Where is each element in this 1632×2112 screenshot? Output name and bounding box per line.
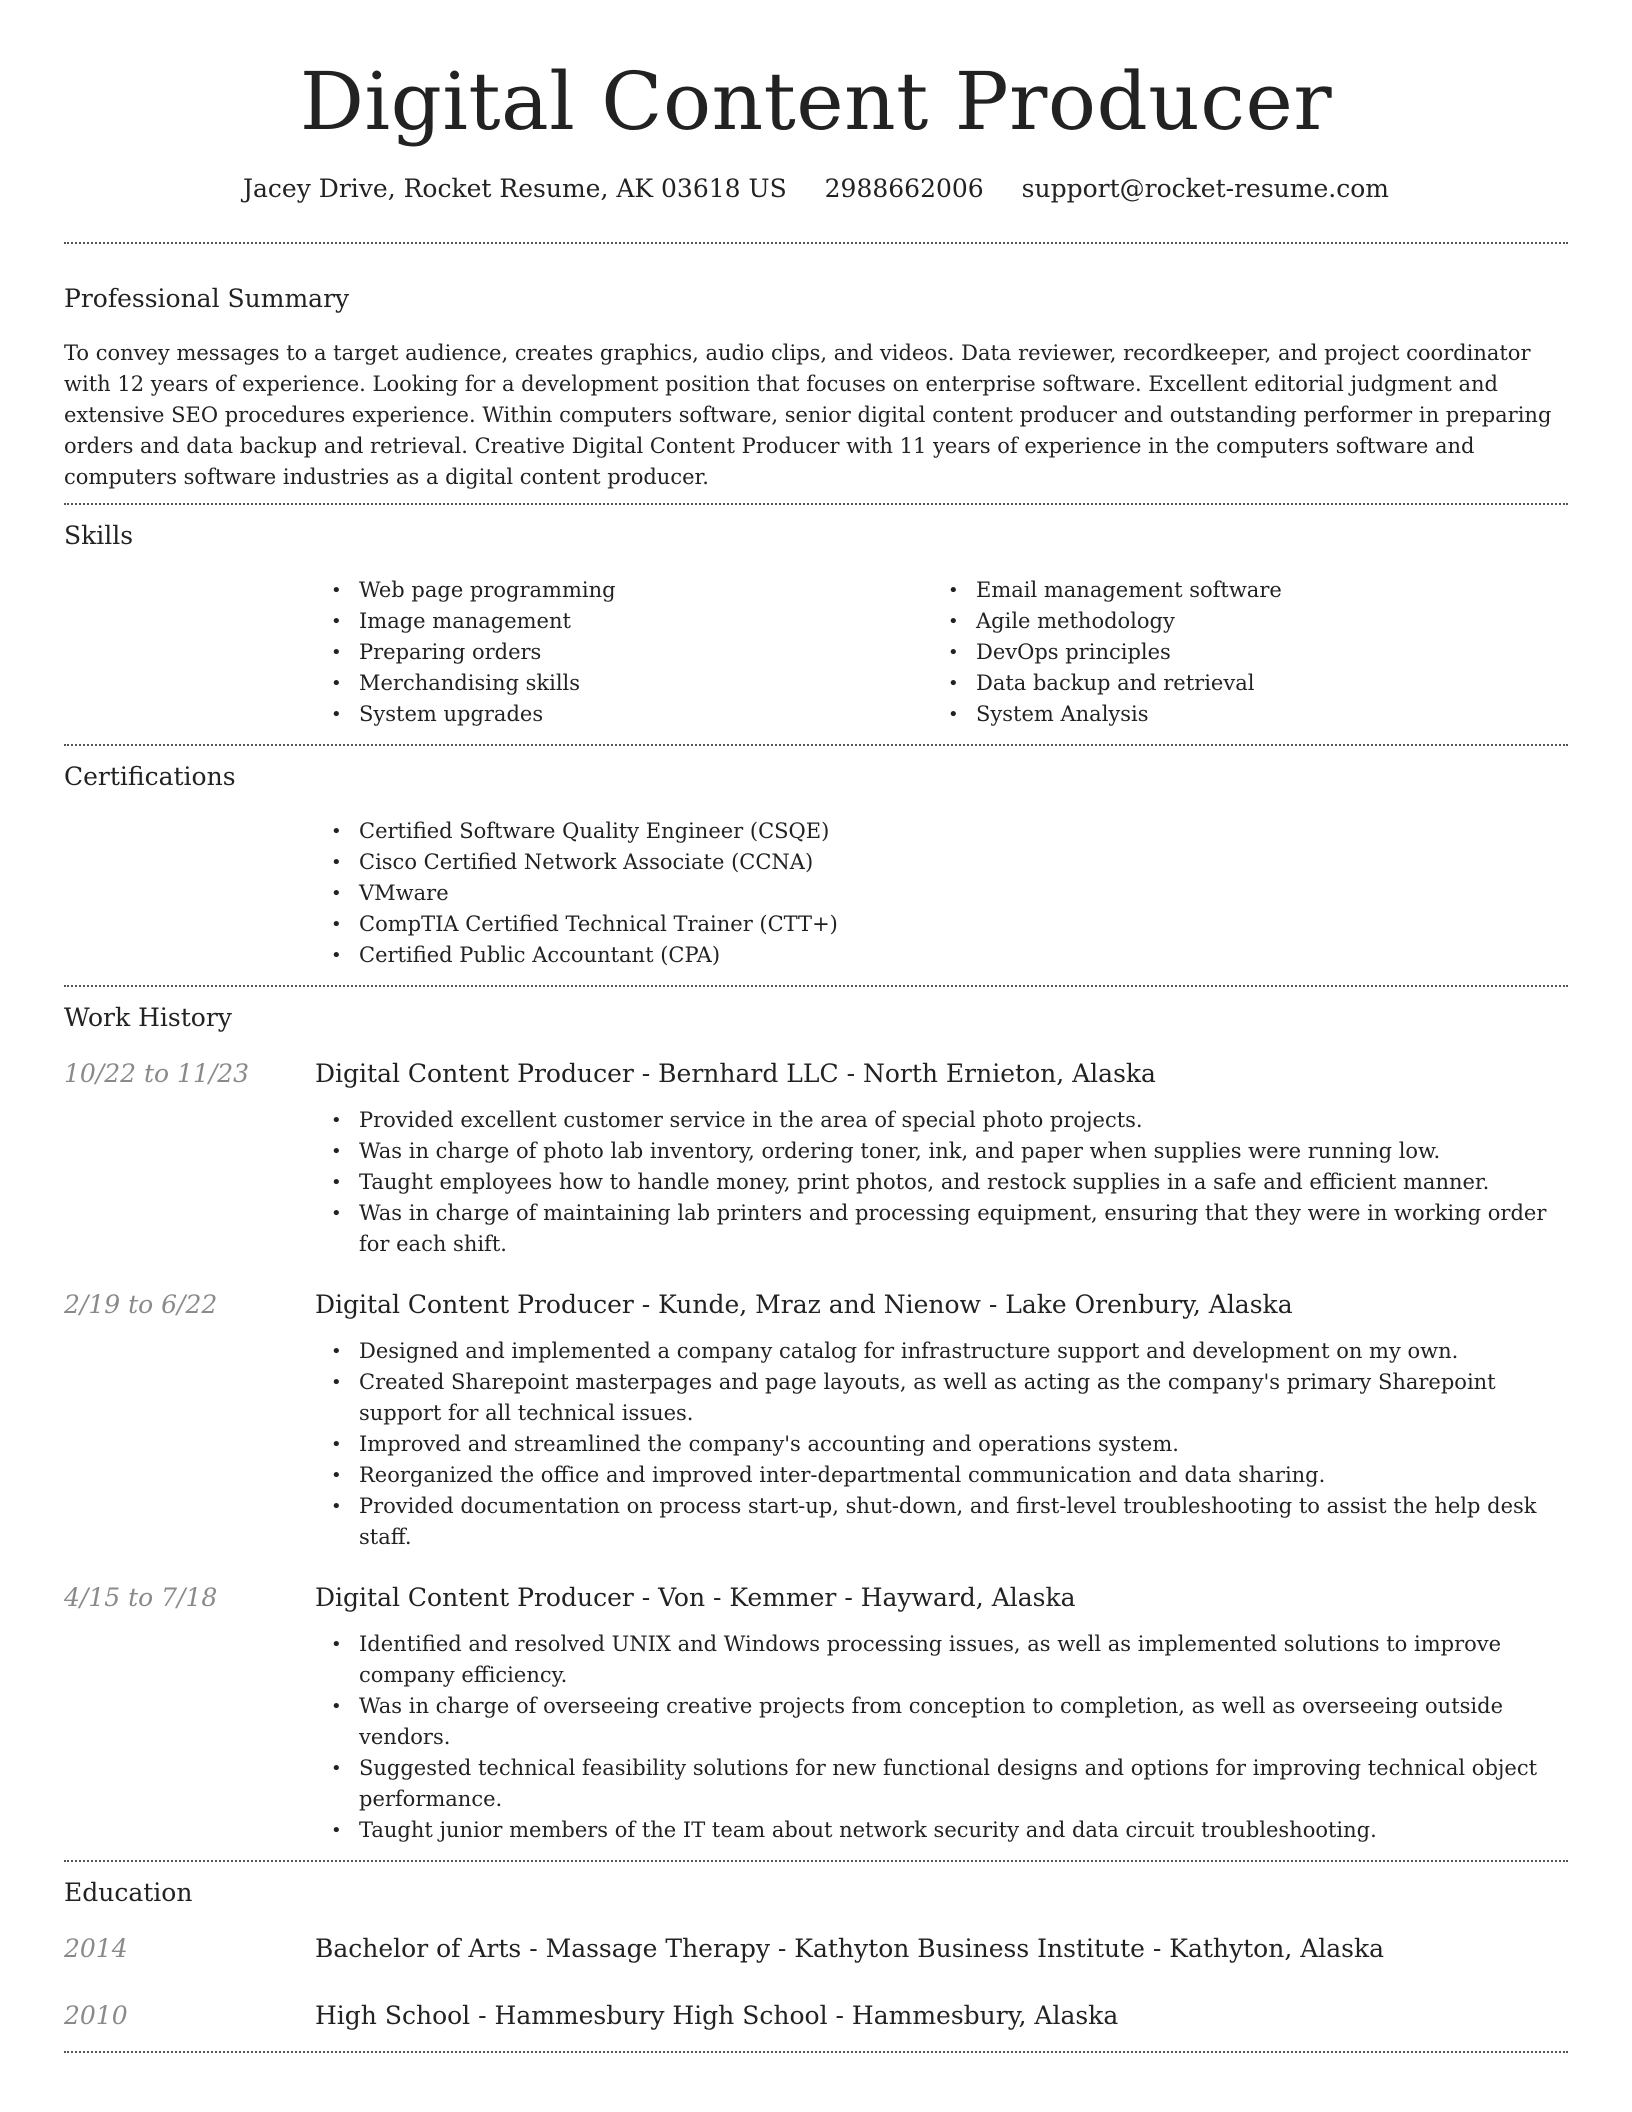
skills-list-left <box>315 575 932 730</box>
section-title-skills: Skills <box>64 521 134 550</box>
contact-phone: 2988662006 <box>824 174 984 203</box>
job-title: Digital Content Producer - Kunde, Mraz and Nienow - Lake Orenbury, Alaska <box>315 1290 1293 1319</box>
education-entry <box>64 1999 1568 2033</box>
certifications-list <box>315 816 1568 971</box>
job-dates: 4/15 to 7/18 <box>64 1583 218 1612</box>
education-entry <box>64 1932 1568 1966</box>
divider <box>64 2051 1568 2053</box>
skill-item: • Merchandising skills <box>315 668 932 699</box>
job-bullet: • Was in charge of photo lab inventory, ordering toner, ink, and paper when supplies were running low. <box>315 1136 1568 1167</box>
job-title: Digital Content Producer - Bernhard LLC - North Ernieton, Alaska <box>315 1059 1156 1088</box>
skills-section <box>64 505 1568 730</box>
job-entry <box>64 1057 1568 1260</box>
job-entry <box>64 1581 1568 1846</box>
job-bullet: • Suggested technical feasibility solutions for new functional designs and options for improving technical object performance. <box>315 1753 1568 1815</box>
certifications-section <box>64 746 1568 971</box>
certification-item: • Certified Public Accountant (CPA) <box>315 940 1568 971</box>
contact-address: Jacey Drive, Rocket Resume, AK 03618 US <box>243 174 787 203</box>
education-section <box>64 1862 1568 2033</box>
job-bullet: • Provided documentation on process start-up, shut-down, and first-level troubleshooting to assist the help desk staff. <box>315 1491 1568 1553</box>
job-bullet: • Taught junior members of the IT team about network security and data circuit troubleshooting. <box>315 1815 1568 1846</box>
job-bullet: • Provided excellent customer service in the area of special photo projects. <box>315 1105 1568 1136</box>
job-title: Digital Content Producer - Von - Kemmer - Hayward, Alaska <box>315 1583 1076 1612</box>
work-history-section <box>64 987 1568 1846</box>
skill-item: • Data backup and retrieval <box>932 668 1549 699</box>
job-bullet: • Reorganized the office and improved inter-departmental communication and data sharing. <box>315 1460 1568 1491</box>
skills-list-right <box>932 575 1549 730</box>
job-dates: 2/19 to 6/22 <box>64 1290 218 1319</box>
job-bullet: • Designed and implemented a company catalog for infrastructure support and development on my own. <box>315 1336 1568 1367</box>
summary-text: To convey messages to a target audience, creates graphics, audio clips, and videos. Data reviewer, recordkeeper, and project coordinator with 12 years of experience. Looking for a development position that focuses on enterprise software. Excellent editorial judgment and extensive SEO procedures experience. Within computers software, senior digital content producer and outstanding performer in preparing orders and data backup and retrieval. Creative Digital Content Producer with 11 years of experience in the computers software and computers software industries as a digital content producer. <box>64 341 1552 489</box>
education-year: 2014 <box>64 1934 128 1963</box>
job-bullet: • Was in charge of maintaining lab printers and processing equipment, ensuring that they were in working order for each shift. <box>315 1198 1568 1260</box>
certification-item: • Cisco Certified Network Associate (CCNA) <box>315 847 1568 878</box>
page-title: Digital Content Producer <box>299 55 1333 148</box>
job-bullet: • Improved and streamlined the company's accounting and operations system. <box>315 1429 1568 1460</box>
skill-item: • Image management <box>315 606 932 637</box>
job-bullets <box>315 1336 1568 1553</box>
skill-item: • Preparing orders <box>315 637 932 668</box>
job-bullet: • Identified and resolved UNIX and Windows processing issues, as well as implemented solutions to improve company efficiency. <box>315 1629 1568 1691</box>
section-title-summary: Professional Summary <box>64 284 350 313</box>
job-bullet: • Created Sharepoint masterpages and page layouts, as well as acting as the company's primary Sharepoint support for all technical issues. <box>315 1367 1568 1429</box>
job-bullets <box>315 1105 1568 1260</box>
contact-line <box>64 172 1568 206</box>
job-entry <box>64 1288 1568 1553</box>
summary-section <box>64 244 1568 493</box>
education-year: 2010 <box>64 2001 128 2030</box>
skill-item: • System upgrades <box>315 699 932 730</box>
certification-item: • VMware <box>315 878 1568 909</box>
certification-item: • CompTIA Certified Technical Trainer (CTT+) <box>315 909 1568 940</box>
section-title-certifications: Certifications <box>64 762 236 791</box>
skill-item: • Agile methodology <box>932 606 1549 637</box>
section-title-education: Education <box>64 1878 193 1907</box>
job-bullet: • Was in charge of overseeing creative projects from conception to completion, as well as overseeing outside vendors. <box>315 1691 1568 1753</box>
job-bullet: • Taught employees how to handle money, print photos, and restock supplies in a safe and efficient manner. <box>315 1167 1568 1198</box>
skill-item: • Email management software <box>932 575 1549 606</box>
job-dates: 10/22 to 11/23 <box>64 1059 250 1088</box>
skills-columns <box>315 575 1568 730</box>
skill-item: • Web page programming <box>315 575 932 606</box>
skill-item: • DevOps principles <box>932 637 1549 668</box>
section-title-work: Work History <box>64 1003 232 1032</box>
education-degree: High School - Hammesbury High School - Hammesbury, Alaska <box>315 2001 1119 2030</box>
education-degree: Bachelor of Arts - Massage Therapy - Kathyton Business Institute - Kathyton, Alaska <box>315 1934 1385 1963</box>
skill-item: • System Analysis <box>932 699 1549 730</box>
contact-email: support@rocket-resume.com <box>1021 174 1389 203</box>
job-bullets <box>315 1629 1568 1846</box>
certification-item: • Certified Software Quality Engineer (CSQE) <box>315 816 1568 847</box>
